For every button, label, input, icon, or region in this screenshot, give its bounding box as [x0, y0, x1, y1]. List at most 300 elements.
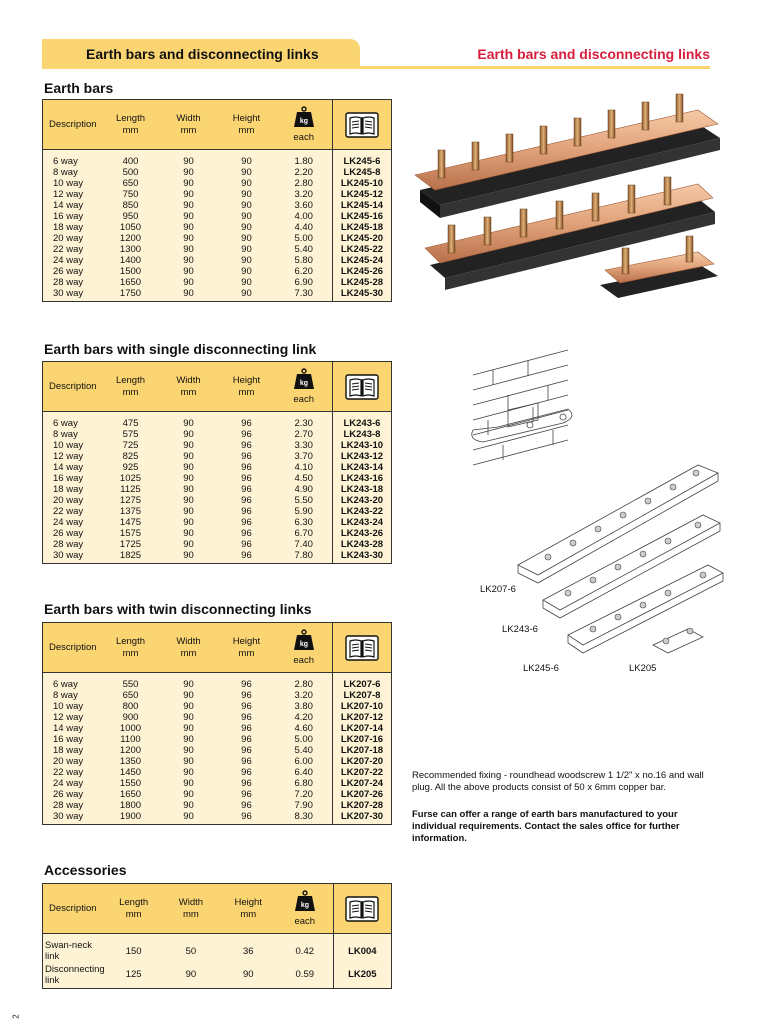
cell-height: 96: [217, 690, 275, 701]
cell-description: 26 way: [43, 789, 102, 800]
cell-description: 10 way: [43, 701, 102, 712]
cell-width: 90: [159, 789, 217, 800]
col-catalogue: [332, 362, 391, 412]
cell-height: 96: [217, 412, 275, 430]
cell-description: 28 way: [43, 800, 102, 811]
single-link-table: [42, 361, 392, 564]
kg-icon-label: kg: [299, 379, 308, 387]
cell-length: 900: [102, 712, 160, 723]
kg-icon-label: kg: [300, 901, 309, 909]
cell-weight: 3.80: [275, 701, 332, 712]
section-title-single-link: Earth bars with single disconnecting link: [44, 341, 317, 357]
cell-catalogue-code: LK243-20: [332, 495, 391, 506]
cell-width: 90: [159, 484, 217, 495]
cell-height: 90: [217, 255, 275, 266]
cell-catalogue-code: LK207-26: [332, 789, 391, 800]
cell-weight: 6.70: [275, 528, 332, 539]
cell-width: 90: [159, 495, 217, 506]
cell-length: 800: [102, 701, 160, 712]
cell-width: 90: [159, 528, 217, 539]
cell-weight: 6.00: [275, 756, 332, 767]
cell-description: 18 way: [43, 484, 102, 495]
cell-width: 50: [162, 934, 219, 963]
col-length: [102, 623, 160, 673]
cell-width: 90: [159, 429, 217, 440]
table-row: [43, 288, 392, 302]
table-header-row: [43, 884, 392, 934]
cell-catalogue-code: LK207-22: [332, 767, 391, 778]
cell-description: Disconnecting link: [43, 962, 105, 989]
table-row: [43, 701, 392, 712]
table-row: [43, 789, 392, 800]
col-length-label: Length: [115, 374, 146, 386]
col-weight-each: each: [293, 654, 314, 666]
cell-catalogue-code: LK207-30: [332, 811, 391, 825]
cell-height: 96: [217, 778, 275, 789]
cell-weight: 3.30: [275, 440, 332, 451]
col-weight-each: each: [294, 915, 316, 927]
cell-weight: 2.20: [275, 167, 332, 178]
table-row: [43, 778, 392, 789]
cell-height: 90: [217, 266, 275, 277]
drawing-label-lk207: LK207-6: [480, 584, 516, 595]
kg-icon-label: kg: [299, 117, 308, 125]
cell-width: 90: [159, 451, 217, 462]
cell-height: 90: [217, 167, 275, 178]
cell-catalogue-code: LK243-16: [332, 473, 391, 484]
cell-length: 650: [102, 178, 160, 189]
cell-height: 96: [217, 756, 275, 767]
cell-width: 90: [159, 723, 217, 734]
cell-description: 6 way: [43, 412, 102, 430]
cell-weight: 7.30: [275, 288, 332, 302]
weight-kg-icon-wrap: [293, 106, 315, 128]
col-description: Description: [43, 623, 102, 673]
col-weight-each: each: [293, 131, 314, 143]
cell-width: 90: [159, 189, 217, 200]
col-width-label: Width: [176, 112, 201, 124]
cell-description: 18 way: [43, 222, 102, 233]
cell-height: 90: [217, 150, 275, 168]
catalogue-book-icon: [345, 112, 379, 138]
cell-length: 1825: [102, 550, 160, 564]
cell-height: 36: [220, 934, 277, 963]
drawing-label-lk245: LK245-6: [523, 663, 559, 674]
cell-weight: 2.80: [275, 178, 332, 189]
col-length: [102, 100, 160, 150]
col-width: [159, 362, 217, 412]
cell-width: 90: [159, 690, 217, 701]
cell-catalogue-code: LK243-24: [332, 517, 391, 528]
table-row: [43, 673, 392, 691]
catalogue-book-icon-wrap: [334, 896, 391, 922]
catalogue-book-icon: [345, 374, 379, 400]
col-length-label: Length: [119, 896, 149, 908]
col-weight: [275, 100, 332, 150]
table-row: [43, 222, 392, 233]
cell-weight: 6.90: [275, 277, 332, 288]
cell-weight: 7.90: [275, 800, 332, 811]
col-catalogue: [332, 100, 391, 150]
cell-description: 14 way: [43, 462, 102, 473]
cell-catalogue-code: LK245-18: [332, 222, 391, 233]
cell-weight: 4.10: [275, 462, 332, 473]
col-width-label: Width: [176, 635, 201, 647]
table-row: [43, 244, 392, 255]
cell-description: 20 way: [43, 756, 102, 767]
fixing-note: Recommended fixing - roundhead woodscrew 1 1/2" x no.16 and wall plug. All the above products consist of 50 x 6mm copper bar.: [412, 770, 704, 793]
cell-height: 96: [217, 506, 275, 517]
cell-length: 1750: [102, 288, 160, 302]
col-length: [105, 884, 162, 934]
col-weight: [275, 623, 332, 673]
cell-description: 8 way: [43, 167, 102, 178]
cell-height: 90: [217, 244, 275, 255]
cell-width: 90: [159, 767, 217, 778]
cell-length: 850: [102, 200, 160, 211]
cell-catalogue-code: LK245-22: [332, 244, 391, 255]
col-height-label: Height: [232, 635, 261, 647]
cell-width: 90: [162, 962, 219, 989]
cell-length: 475: [102, 412, 160, 430]
col-length-unit: mm: [125, 908, 142, 920]
cell-weight: 6.40: [275, 767, 332, 778]
cell-weight: 2.80: [275, 673, 332, 691]
table-header-row: [43, 100, 392, 150]
cell-height: 96: [217, 701, 275, 712]
cell-weight: 3.20: [275, 189, 332, 200]
table-row: [43, 506, 392, 517]
col-length-unit: mm: [122, 386, 139, 398]
cell-length: 1100: [102, 734, 160, 745]
cell-weight: 6.20: [275, 266, 332, 277]
table-row: [43, 767, 392, 778]
cell-weight: 2.30: [275, 412, 332, 430]
table-row: [43, 811, 392, 825]
cell-height: 90: [217, 189, 275, 200]
cell-height: 90: [217, 178, 275, 189]
cell-description: 30 way: [43, 288, 102, 302]
cell-height: 90: [217, 233, 275, 244]
section-title-earth-bars: Earth bars: [44, 80, 114, 96]
table-row: [43, 429, 392, 440]
cell-weight: 5.40: [275, 745, 332, 756]
cell-description: 8 way: [43, 690, 102, 701]
weight-kg-icon-wrap: [293, 629, 315, 651]
cell-description: 24 way: [43, 255, 102, 266]
cell-height: 96: [217, 673, 275, 691]
col-height-unit: mm: [238, 124, 255, 136]
cell-description: 22 way: [43, 244, 102, 255]
table-row: [43, 528, 392, 539]
cell-length: 575: [102, 429, 160, 440]
table-row: [43, 451, 392, 462]
table-row: [43, 255, 392, 266]
cell-weight: 6.80: [275, 778, 332, 789]
col-height: [220, 884, 277, 934]
table-row: [43, 712, 392, 723]
col-height-label: Height: [234, 896, 262, 908]
cell-height: 96: [217, 517, 275, 528]
cell-weight: 7.20: [275, 789, 332, 800]
cell-width: 90: [159, 473, 217, 484]
cell-description: 16 way: [43, 734, 102, 745]
weight-kg-icon: [293, 368, 315, 390]
col-length: [102, 362, 160, 412]
cell-catalogue-code: LK207-12: [332, 712, 391, 723]
col-weight: [275, 362, 332, 412]
cell-length: 950: [102, 211, 160, 222]
table-row: [43, 211, 392, 222]
cell-description: 26 way: [43, 266, 102, 277]
col-height-unit: mm: [238, 386, 255, 398]
table-row: [43, 734, 392, 745]
cell-length: 1450: [102, 767, 160, 778]
cell-width: 90: [159, 517, 217, 528]
cell-catalogue-code: LK243-6: [332, 412, 391, 430]
catalogue-book-icon: [345, 896, 379, 922]
cell-description: 24 way: [43, 778, 102, 789]
cell-length: 1300: [102, 244, 160, 255]
cell-length: 825: [102, 451, 160, 462]
col-length-label: Length: [115, 112, 146, 124]
cell-description: 6 way: [43, 150, 102, 168]
cell-height: 96: [217, 440, 275, 451]
header-right-title: Earth bars and disconnecting links: [477, 46, 710, 62]
cell-catalogue-code: LK243-22: [332, 506, 391, 517]
cell-weight: 1.80: [275, 150, 332, 168]
cell-catalogue-code: LK004: [333, 934, 391, 963]
cell-catalogue-code: LK207-14: [332, 723, 391, 734]
earth-bars-table: [42, 99, 392, 302]
table-row: [43, 723, 392, 734]
cell-catalogue-code: LK243-28: [332, 539, 391, 550]
col-length-unit: mm: [122, 124, 139, 136]
twin-link-table: [42, 622, 392, 825]
cell-height: 96: [217, 528, 275, 539]
cell-width: 90: [159, 811, 217, 825]
cell-weight: 5.80: [275, 255, 332, 266]
cell-height: 96: [217, 811, 275, 825]
col-height: [217, 362, 275, 412]
cell-catalogue-code: LK207-10: [332, 701, 391, 712]
col-catalogue: [333, 884, 391, 934]
cell-width: 90: [159, 222, 217, 233]
cell-catalogue-code: LK207-20: [332, 756, 391, 767]
cell-weight: 3.20: [275, 690, 332, 701]
cell-width: 90: [159, 266, 217, 277]
cell-catalogue-code: LK205: [333, 962, 391, 989]
cell-weight: 5.00: [275, 233, 332, 244]
custom-note: Furse can offer a range of earth bars manufactured to your individual requirements. Contact the sales office for further information.: [412, 809, 680, 844]
kg-icon-label: kg: [299, 640, 308, 648]
cell-description: 12 way: [43, 712, 102, 723]
cell-width: 90: [159, 734, 217, 745]
cell-catalogue-code: LK245-6: [332, 150, 391, 168]
cell-description: 22 way: [43, 506, 102, 517]
cell-height: 96: [217, 789, 275, 800]
table-row: [43, 800, 392, 811]
table-row: [43, 178, 392, 189]
cell-description: 30 way: [43, 811, 102, 825]
col-length-label: Length: [115, 635, 146, 647]
cell-length: 1000: [102, 723, 160, 734]
cell-weight: 4.60: [275, 723, 332, 734]
cell-catalogue-code: LK243-14: [332, 462, 391, 473]
cell-width: 90: [159, 211, 217, 222]
cell-height: 96: [217, 484, 275, 495]
cell-width: 90: [159, 778, 217, 789]
col-weight-each: each: [293, 393, 314, 405]
table-header-row: [43, 362, 392, 412]
cell-weight: 5.40: [275, 244, 332, 255]
cell-height: 96: [217, 473, 275, 484]
drawing-label-lk205: LK205: [629, 663, 657, 674]
cell-weight: 6.30: [275, 517, 332, 528]
cell-description: 20 way: [43, 495, 102, 506]
cell-length: 1025: [102, 473, 160, 484]
cell-height: 90: [220, 962, 277, 989]
cell-width: 90: [159, 539, 217, 550]
cell-width: 90: [159, 712, 217, 723]
col-description: Description: [43, 362, 102, 412]
cell-description: 12 way: [43, 451, 102, 462]
cell-catalogue-code: LK207-6: [332, 673, 391, 691]
cell-description: 18 way: [43, 745, 102, 756]
cell-width: 90: [159, 244, 217, 255]
cell-width: 90: [159, 745, 217, 756]
cell-description: 6 way: [43, 673, 102, 691]
cell-description: 28 way: [43, 539, 102, 550]
cell-height: 96: [217, 723, 275, 734]
col-width-unit: mm: [180, 124, 197, 136]
cell-height: 96: [217, 767, 275, 778]
col-height: [217, 100, 275, 150]
cell-width: 90: [159, 412, 217, 430]
cell-length: 650: [102, 690, 160, 701]
col-description: Description: [43, 884, 105, 934]
page-number: 2: [11, 1014, 21, 1019]
cell-catalogue-code: LK245-8: [332, 167, 391, 178]
cell-width: 90: [159, 800, 217, 811]
cell-length: 150: [105, 934, 162, 963]
cell-height: 90: [217, 277, 275, 288]
cell-height: 96: [217, 550, 275, 564]
cell-length: 1575: [102, 528, 160, 539]
cell-description: 16 way: [43, 211, 102, 222]
cell-catalogue-code: LK207-24: [332, 778, 391, 789]
cell-weight: 7.40: [275, 539, 332, 550]
cell-height: 90: [217, 288, 275, 302]
table-row: [43, 412, 392, 430]
cell-width: 90: [159, 167, 217, 178]
cell-height: 96: [217, 539, 275, 550]
cell-length: 1650: [102, 277, 160, 288]
weight-kg-icon-wrap: [293, 368, 315, 390]
table-row: [43, 495, 392, 506]
cell-catalogue-code: LK207-18: [332, 745, 391, 756]
cell-width: 90: [159, 277, 217, 288]
cell-catalogue-code: LK207-16: [332, 734, 391, 745]
cell-length: 1800: [102, 800, 160, 811]
cell-description: 14 way: [43, 723, 102, 734]
cell-length: 500: [102, 167, 160, 178]
col-width-label: Width: [176, 374, 201, 386]
cell-weight: 4.20: [275, 712, 332, 723]
cell-weight: 4.40: [275, 222, 332, 233]
cell-height: 90: [217, 200, 275, 211]
header-tab-title: Earth bars and disconnecting links: [86, 46, 319, 62]
cell-length: 400: [102, 150, 160, 168]
cell-weight: 0.59: [277, 962, 333, 989]
col-width: [159, 100, 217, 150]
cell-catalogue-code: LK243-18: [332, 484, 391, 495]
col-height-unit: mm: [240, 908, 257, 920]
cell-width: 90: [159, 233, 217, 244]
accessories-table: [42, 883, 392, 989]
cell-description: 22 way: [43, 767, 102, 778]
cell-height: 96: [217, 429, 275, 440]
table-row: [43, 266, 392, 277]
cell-height: 96: [217, 451, 275, 462]
cell-catalogue-code: LK243-30: [332, 550, 391, 564]
cell-height: 96: [217, 712, 275, 723]
cell-width: 90: [159, 550, 217, 564]
table-row: [43, 756, 392, 767]
cell-width: 90: [159, 506, 217, 517]
cell-length: 1650: [102, 789, 160, 800]
cell-catalogue-code: LK243-10: [332, 440, 391, 451]
cell-length: 1475: [102, 517, 160, 528]
cell-catalogue-code: LK245-28: [332, 277, 391, 288]
cell-length: 1350: [102, 756, 160, 767]
cell-width: 90: [159, 673, 217, 691]
col-catalogue: [332, 623, 391, 673]
col-length-unit: mm: [122, 647, 139, 659]
cell-description: 16 way: [43, 473, 102, 484]
cell-length: 1400: [102, 255, 160, 266]
cell-length: 750: [102, 189, 160, 200]
cell-width: 90: [159, 150, 217, 168]
col-width-unit: mm: [180, 647, 197, 659]
table-row: [43, 150, 392, 168]
cell-height: 96: [217, 800, 275, 811]
weight-kg-icon: [293, 106, 315, 128]
col-width: [159, 623, 217, 673]
table-row: [43, 934, 392, 963]
cell-catalogue-code: LK245-16: [332, 211, 391, 222]
cell-width: 90: [159, 440, 217, 451]
catalogue-book-icon: [345, 635, 379, 661]
table-row: [43, 517, 392, 528]
col-width: [162, 884, 219, 934]
cell-catalogue-code: LK243-8: [332, 429, 391, 440]
cell-length: 550: [102, 673, 160, 691]
weight-kg-icon: [293, 629, 315, 651]
cell-catalogue-code: LK245-10: [332, 178, 391, 189]
cell-length: 1550: [102, 778, 160, 789]
cell-length: 1275: [102, 495, 160, 506]
cell-height: 96: [217, 495, 275, 506]
cell-length: 725: [102, 440, 160, 451]
cell-description: 10 way: [43, 178, 102, 189]
cell-description: 28 way: [43, 277, 102, 288]
cell-weight: 4.50: [275, 473, 332, 484]
cell-description: 24 way: [43, 517, 102, 528]
catalogue-book-icon-wrap: [333, 112, 391, 138]
col-width-unit: mm: [180, 386, 197, 398]
cell-length: 925: [102, 462, 160, 473]
